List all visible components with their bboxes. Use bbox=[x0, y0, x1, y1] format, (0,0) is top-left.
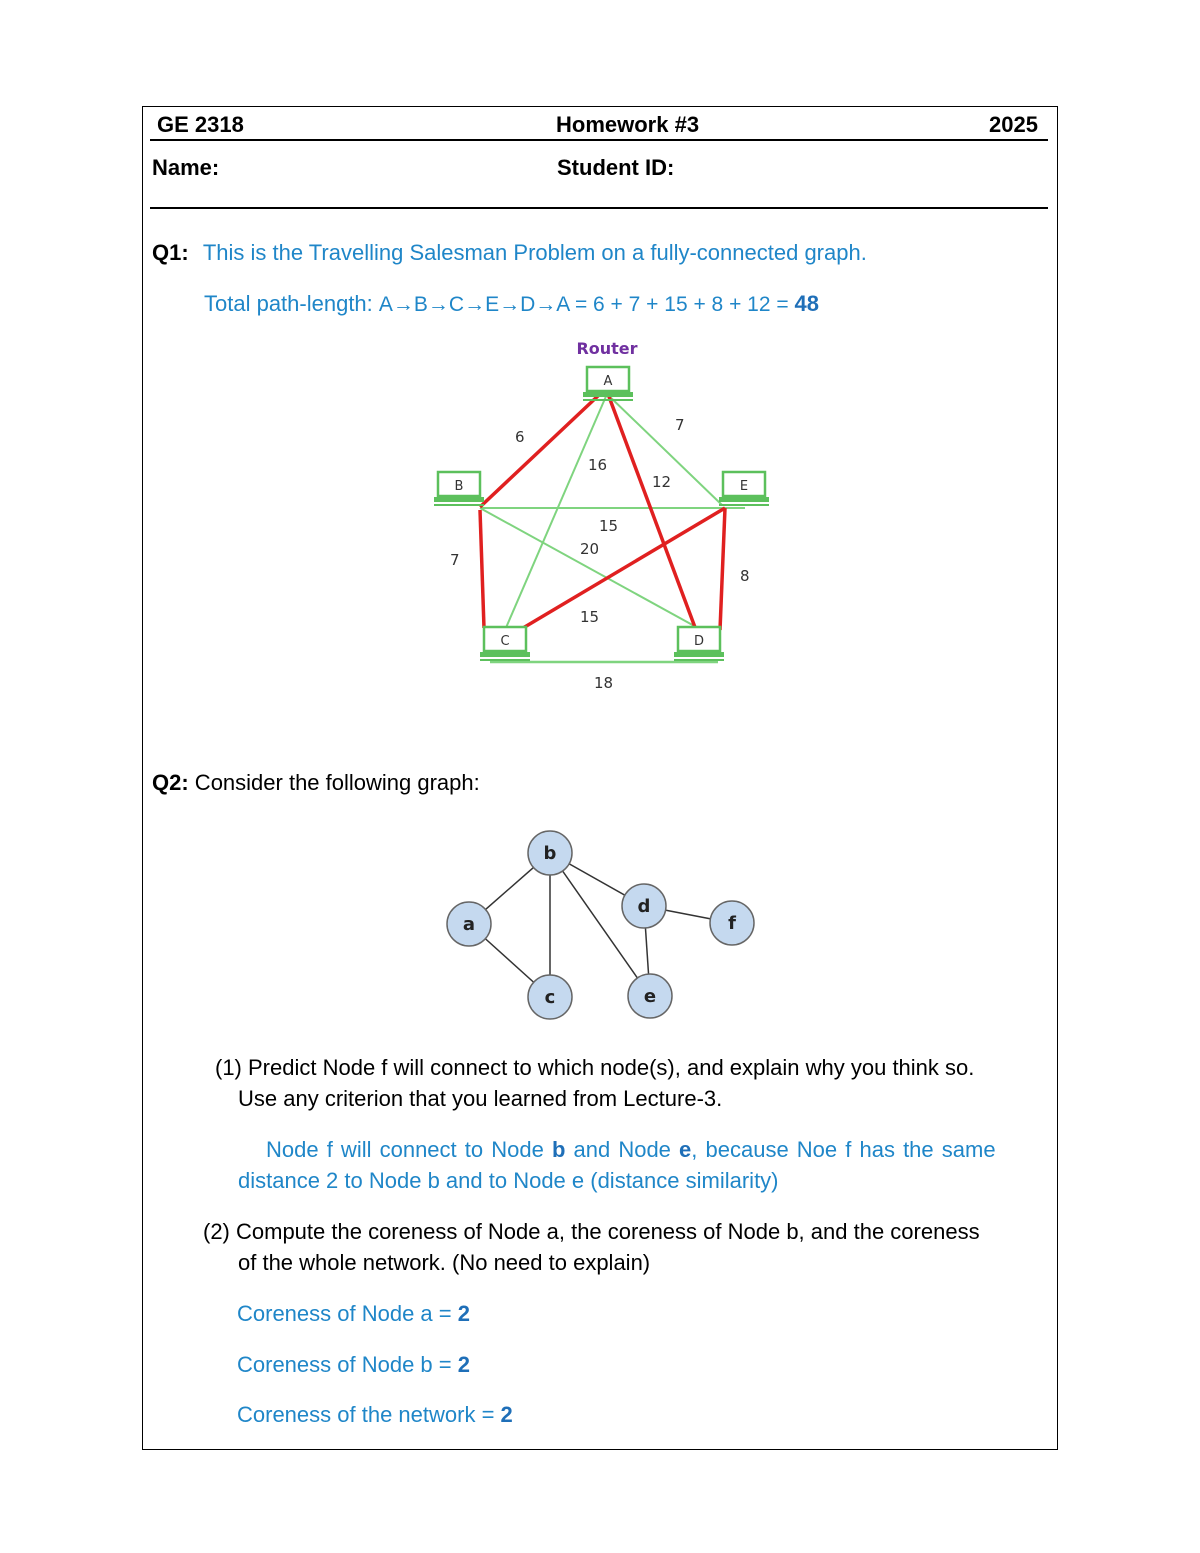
node-b bbox=[528, 831, 572, 875]
node-d bbox=[622, 884, 666, 928]
node-a-label: a bbox=[462, 914, 476, 935]
edge-e-d bbox=[720, 508, 725, 630]
q1-label: Q1: bbox=[152, 240, 189, 265]
course-code: GE 2318 bbox=[157, 112, 244, 137]
student-id-label: Student ID: bbox=[557, 155, 675, 180]
weight-b-d: 20 bbox=[580, 540, 600, 558]
node-c-label: c bbox=[544, 987, 556, 1008]
computer-node-a bbox=[583, 367, 633, 400]
coreness-network bbox=[237, 1402, 513, 1428]
q1-text: This is the Travelling Salesman Problem on a fully-connected graph. bbox=[202, 240, 867, 265]
part1-answer-line1 bbox=[266, 1137, 996, 1163]
edge-c-e bbox=[523, 508, 725, 628]
q2-label: Q2: bbox=[152, 770, 189, 795]
q2-graph bbox=[430, 820, 770, 1030]
part1-question-line1: (1) Predict Node f will connect to which node(s), and explain why you think so. bbox=[215, 1055, 975, 1080]
weight-a-d: 12 bbox=[652, 473, 672, 491]
part2-question-line2: of the whole network. (No need to explain) bbox=[238, 1250, 651, 1275]
coreness-node-b-value: 2 bbox=[457, 1352, 470, 1377]
coreness-node-b-label: Coreness of Node b = bbox=[237, 1352, 458, 1377]
node-label-c: C bbox=[500, 634, 510, 649]
path-prefix: Total path-length: bbox=[204, 291, 379, 316]
node-f-label: f bbox=[728, 913, 736, 934]
node-label-b: B bbox=[454, 479, 464, 494]
coreness-network-value: 2 bbox=[500, 1402, 513, 1427]
node-c bbox=[528, 975, 572, 1019]
coreness-node-b bbox=[237, 1352, 470, 1378]
node-e bbox=[628, 974, 672, 1018]
path-formula: A→B→C→E→D→A = 6 + 7 + 15 + 8 + 12 = bbox=[378, 293, 795, 316]
header-bottom-rule bbox=[150, 207, 1048, 209]
edge-b-c bbox=[480, 510, 484, 628]
q2-heading bbox=[152, 770, 480, 796]
node-b-label: b bbox=[543, 843, 557, 864]
part1-answer-pre: Node f will connect to Node bbox=[266, 1137, 552, 1162]
path-total: 48 bbox=[794, 291, 819, 316]
homework-title: Homework #3 bbox=[556, 112, 700, 137]
weight-b-c: 7 bbox=[450, 551, 460, 569]
part1-answer-node-e: e bbox=[679, 1137, 692, 1162]
node-e-label: e bbox=[643, 986, 657, 1007]
year: 2025 bbox=[989, 112, 1038, 137]
part1-answer-line2: distance 2 to Node b and to Node e (distance similarity) bbox=[238, 1168, 779, 1193]
part1-answer-node-b: b bbox=[551, 1137, 566, 1162]
name-label: Name: bbox=[152, 155, 220, 180]
computer-node-b bbox=[434, 472, 484, 505]
part1-answer-post: , because Noe f has the same bbox=[691, 1137, 996, 1162]
node-a bbox=[447, 902, 491, 946]
node-label-a: A bbox=[603, 374, 613, 389]
computer-node-c bbox=[480, 627, 530, 660]
node-d-label: d bbox=[637, 896, 651, 917]
q1-heading bbox=[152, 240, 867, 266]
weight-a-c: 16 bbox=[588, 456, 608, 474]
q1-path-length bbox=[204, 291, 819, 317]
part1-question-line2: Use any criterion that you learned from Lecture-3. bbox=[238, 1086, 723, 1111]
weight-e-d: 8 bbox=[740, 567, 750, 585]
computer-node-e bbox=[719, 472, 769, 505]
coreness-node-a-label: Coreness of Node a = bbox=[237, 1301, 458, 1326]
coreness-network-label: Coreness of the network = bbox=[237, 1402, 501, 1427]
weight-a-e: 7 bbox=[675, 416, 685, 434]
coreness-node-a-value: 2 bbox=[457, 1301, 470, 1326]
node-label-e: E bbox=[739, 479, 749, 494]
router-label: Router bbox=[576, 339, 638, 358]
part1-answer-mid: and Node bbox=[565, 1137, 680, 1162]
weight-c-d: 18 bbox=[594, 674, 614, 692]
node-f bbox=[710, 901, 754, 945]
header-rule bbox=[150, 139, 1048, 141]
q2-text: Consider the following graph: bbox=[188, 770, 480, 795]
weight-a-b: 6 bbox=[515, 428, 525, 446]
node-label-d: D bbox=[693, 634, 705, 649]
computer-node-d bbox=[674, 627, 724, 660]
tsp-diagram bbox=[420, 330, 800, 700]
weight-b-e: 15 bbox=[599, 517, 619, 535]
part2-question-line1: (2) Compute the coreness of Node a, the coreness of Node b, and the coreness bbox=[203, 1219, 980, 1244]
weight-c-e: 15 bbox=[580, 608, 600, 626]
coreness-node-a bbox=[237, 1301, 470, 1327]
